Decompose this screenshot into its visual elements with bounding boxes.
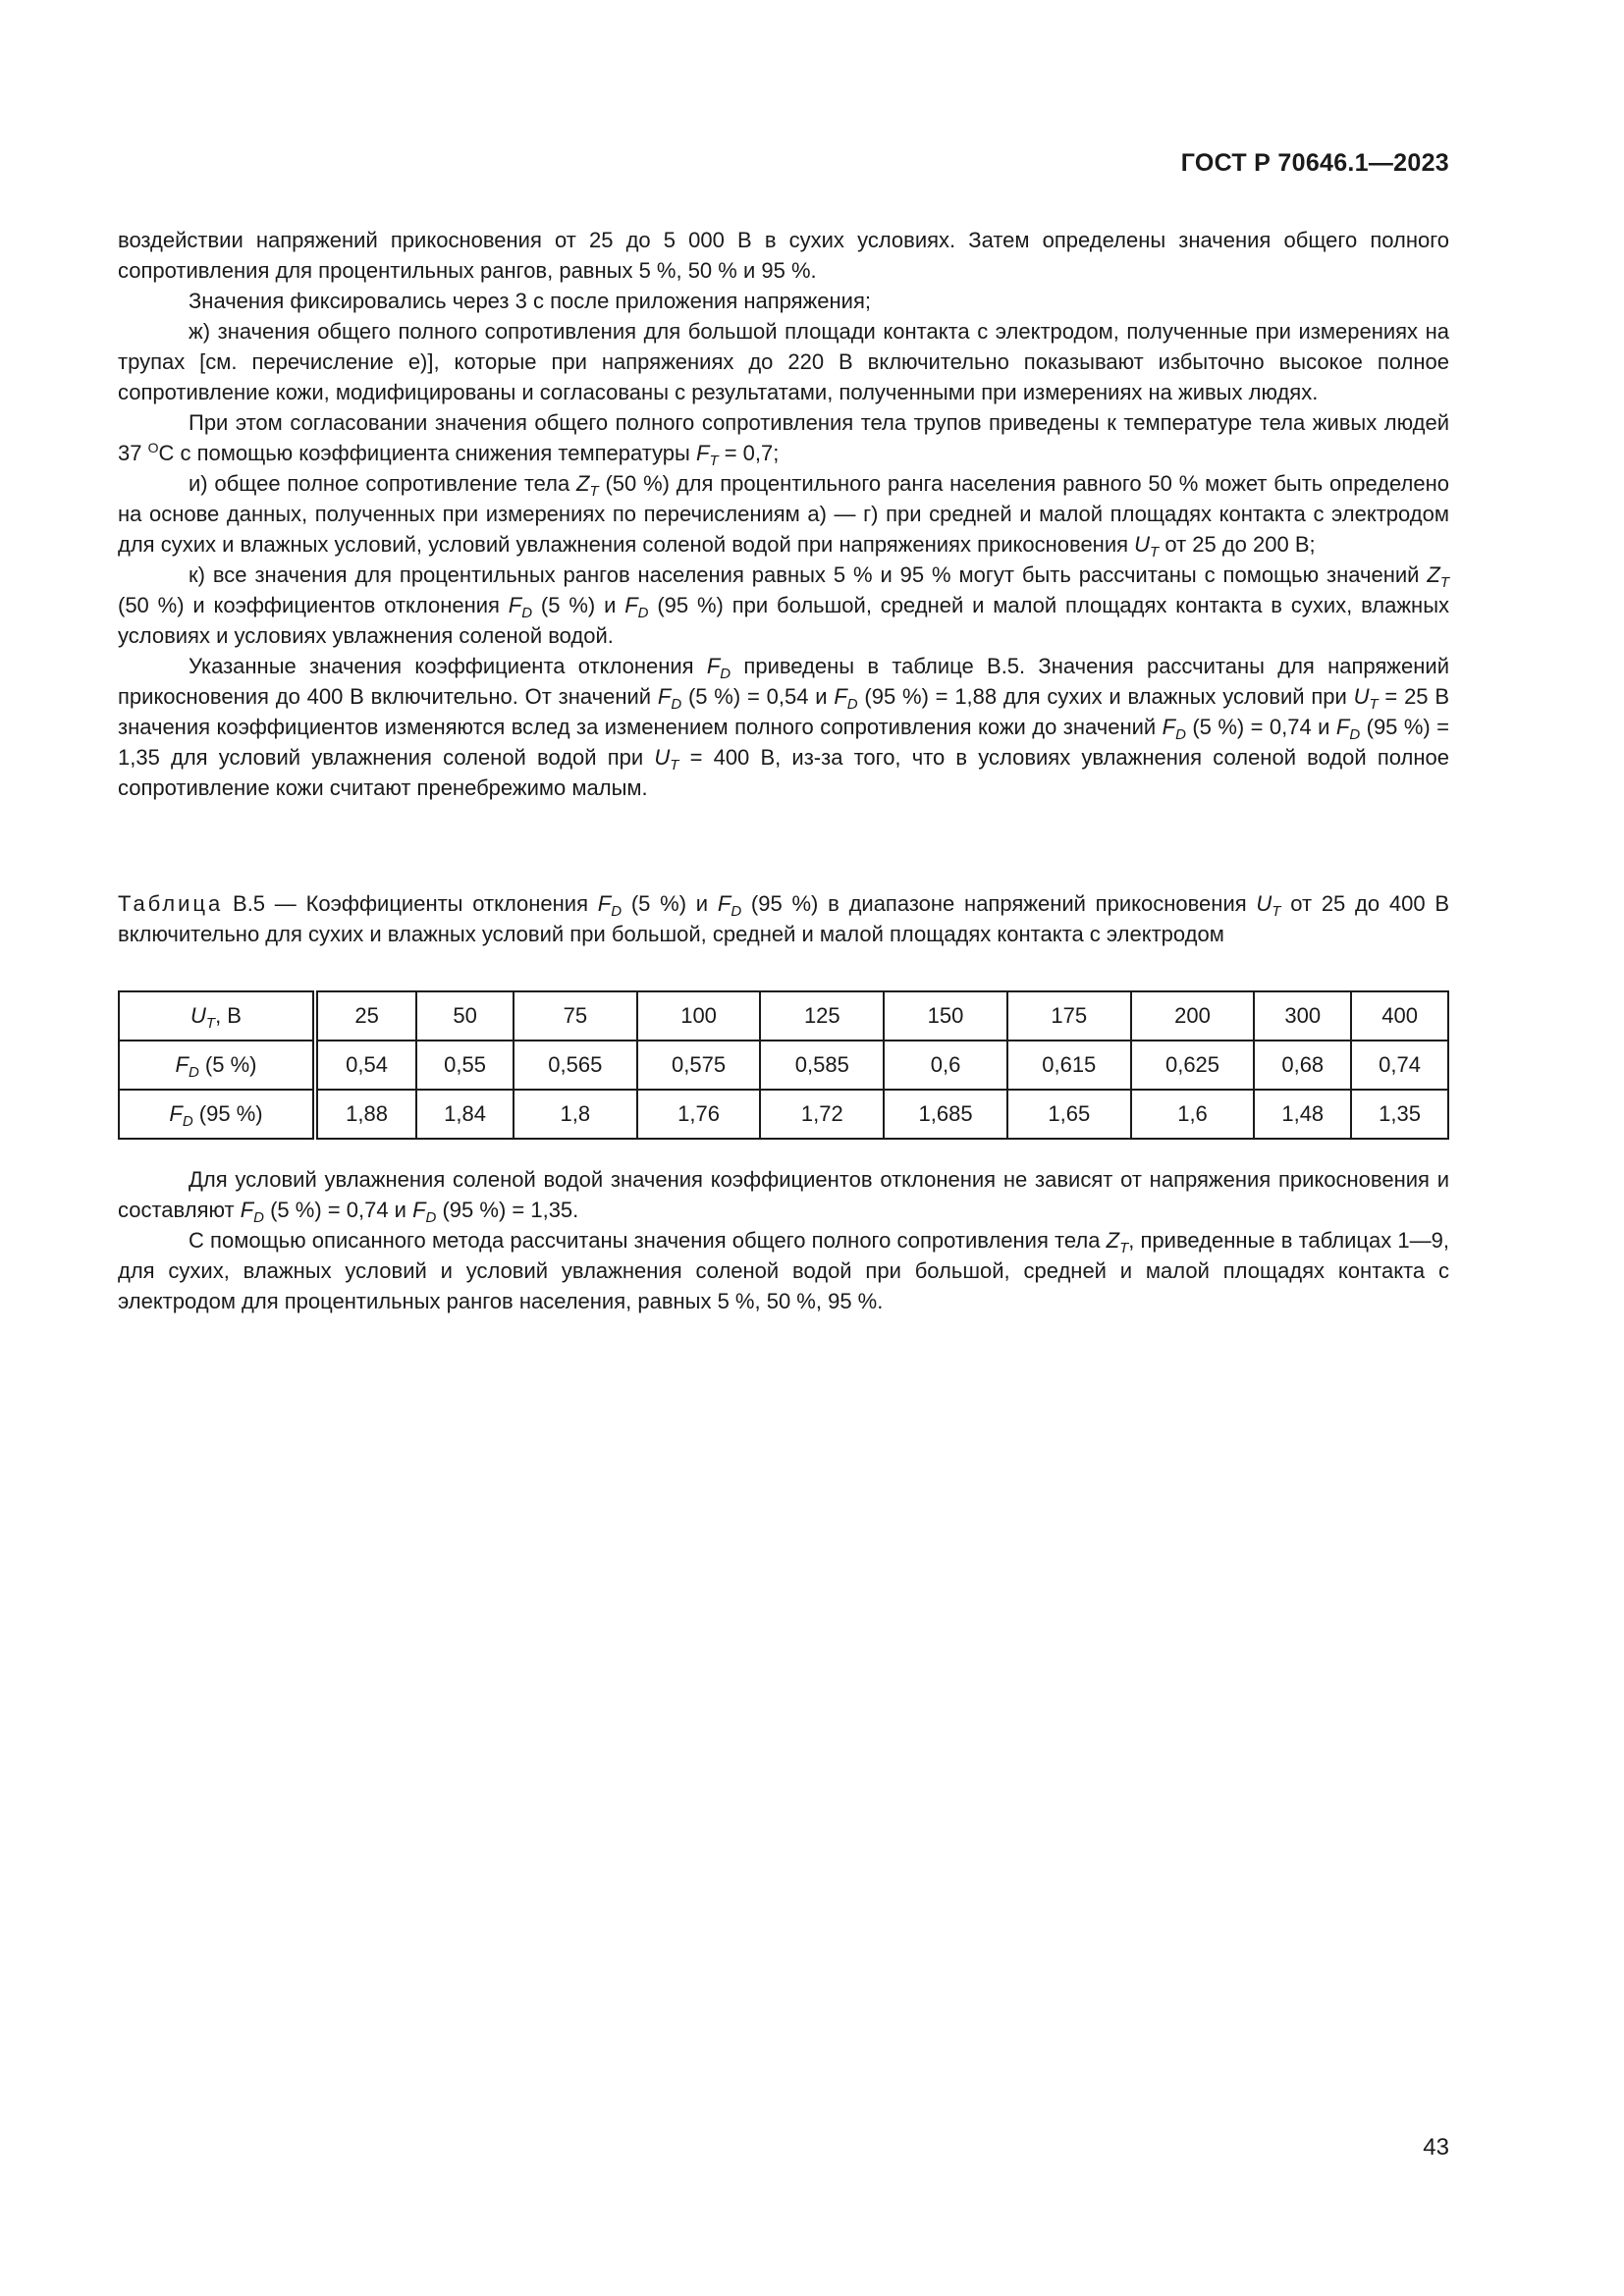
table-cell: 0,575 (637, 1041, 761, 1090)
table-cell: 150 (884, 991, 1007, 1041)
table-cell: 100 (637, 991, 761, 1041)
table-cell: 1,8 (514, 1090, 637, 1139)
paragraph-method-result: С помощью описанного метода рассчитаны значения общего полного сопротивления тела $Z_T$, приведенные в таблицах 1—9, для сухих, влажных условий и условий увлажнения соленой водой при большой, средней и малой площадях контакта с электродом для процентильных рангов населения, равных 5 %, 50 %, 95 %. (118, 1228, 1449, 1313)
table-cell: 0,565 (514, 1041, 637, 1090)
table-cell: 0,625 (1131, 1041, 1255, 1090)
table-cell: 0,54 (315, 1041, 416, 1090)
table-cell: 0,6 (884, 1041, 1007, 1090)
table-cell: 400 (1351, 991, 1448, 1041)
table-cell: 0,68 (1254, 1041, 1351, 1090)
table-cell: 0,55 (416, 1041, 514, 1090)
after-table-text (118, 1164, 1449, 1316)
table-cell: 75 (514, 991, 637, 1041)
paragraph-deviation-coefficients: Указанные значения коэффициента отклонения $F_D$ приведены в таблице В.5. Значения рассчитаны для напряжений прикосновения до 400 В включительно. От значений $F_D$ (5 %) = 0,54 и $F_D$ (95 %) = 1,88 для сухих и влажных условий при $U_T = 25$ В значения коэффициентов изменяются вслед за изменением полного сопротивления кожи до значений $F_D$ (5 %) = 0,74 и $F_D$ (95 %) = 1,35 для условий увлажнения соленой водой при $U_T = 400$ В, из-за того, что в условиях увлажнения соленой водой полное сопротивление кожи считают пренебрежимо малым. (118, 654, 1450, 800)
table-cell: 300 (1254, 991, 1351, 1041)
standard-code-header: ГОСТ Р 70646.1—2023 (1180, 149, 1449, 177)
paragraph-item-i: и) общее полное сопротивление тела $Z_T$ (50 %) для процентильного ранга населения равного 50 % может быть определено на основе данных, полученных при измерениях по перечислениям а) — г) при средней и малой площадях контакта с электродом для сухих и влажных условий, условий увлажнения соленой водой при напряжениях прикосновения $U_T$ от 25 до 200 В; (118, 471, 1449, 561)
table-cell: 200 (1131, 991, 1255, 1041)
table-caption: Таблица В.5 — Коэффициенты отклонения $F_D$ (5 %) и $F_D$ (95 %) в диапазоне напряжений прикосновения $U_T$ от 25 до 400 В включительно для сухих и влажных условий при большой, средней и малой площадях контакта с электродом (118, 891, 1450, 946)
paragraph-item-k: к) все значения для процентильных рангов населения равных 5 % и 95 % могут быть рассчитаны с помощью значений $Z_T$ (50 %) и коэффициентов отклонения $F_D$ (5 %) и $F_D$ (95 %) при большой, средней и малой площадях контакта в сухих, влажных условиях и условиях увлажнения соленой водой. (118, 562, 1450, 648)
table-cell: 125 (760, 991, 884, 1041)
paragraph-continuation: воздействии напряжений прикосновения от 25 до 5 000 В в сухих условиях. Затем определены значения общего полного сопротивления для процентильных рангов, равных 5 %, 50 % и 95 %. (118, 228, 1449, 283)
table-cell: 1,6 (1131, 1090, 1255, 1139)
table-cell: 50 (416, 991, 514, 1041)
table-cell: 1,65 (1007, 1090, 1131, 1139)
table-cell: 1,685 (884, 1090, 1007, 1139)
table-row-fd95 (119, 1090, 1448, 1139)
table-row-fd5 (119, 1041, 1448, 1090)
table-cell: 0,615 (1007, 1041, 1131, 1090)
row-header-fd95: $F_D$ (95 %) (119, 1090, 315, 1139)
table-cell: 25 (315, 991, 416, 1041)
page-number: 43 (1423, 2134, 1449, 2161)
main-text-block (118, 225, 1449, 803)
table-cell: 1,76 (637, 1090, 761, 1139)
table-cell: 1,84 (416, 1090, 514, 1139)
row-header-fd5: $F_D$ (5 %) (119, 1041, 315, 1090)
row-header-voltage: $U_T$, В (119, 991, 315, 1041)
table-cell: 0,74 (1351, 1041, 1448, 1090)
table-cell: 175 (1007, 991, 1131, 1041)
table-row-voltage (119, 991, 1448, 1041)
deviation-coefficients-table (118, 990, 1449, 1140)
paragraph-saltwater: Для условий увлажнения соленой водой значения коэффициентов отклонения не зависят от напряжения прикосновения и составляют $F_D$ (5 %) = 0,74 и $F_D$ (95 %) = 1,35. (118, 1167, 1449, 1226)
paragraph-temperature: При этом согласовании значения общего полного сопротивления тела трупов приведены к температуре тела живых людей 37 $^О$С с помощью коэффициента снижения температуры $F_T = 0,7$; (118, 410, 1449, 469)
table-cell: 0,585 (760, 1041, 884, 1090)
paragraph-item-zh: ж) значения общего полного сопротивления для большой площади контакта с электродом, полученные при измерениях на трупах [см. перечисление е)], которые при напряжениях до 220 В включительно показывают избыточно высокое полное сопротивление кожи, модифицированы и согласованы с результатами, полученными при измерениях на живых людях. (118, 319, 1449, 404)
table-cell: 1,35 (1351, 1090, 1448, 1139)
table-cell: 1,88 (315, 1090, 416, 1139)
table-cell: 1,72 (760, 1090, 884, 1139)
paragraph-fixation: Значения фиксировались через 3 с после приложения напряжения; (189, 289, 871, 313)
table-cell: 1,48 (1254, 1090, 1351, 1139)
